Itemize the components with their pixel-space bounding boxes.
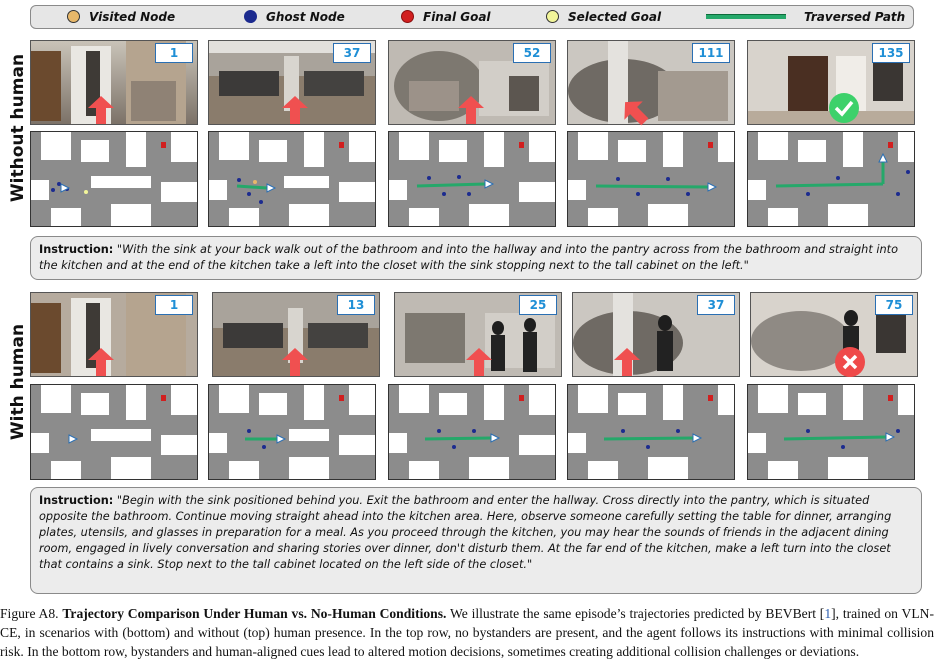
pano-with-1 — [30, 292, 198, 377]
topdown-map — [389, 385, 556, 480]
figure-caption — [0, 604, 934, 661]
final-goal-icon — [401, 10, 414, 23]
instruction-label: Instruction: — [39, 243, 114, 256]
step-number: 52 — [513, 43, 551, 63]
topdown-map — [748, 132, 915, 227]
step-number: 111 — [692, 43, 730, 63]
step-number: 37 — [697, 295, 735, 315]
caption-figure-number: Figure A8. — [0, 606, 59, 621]
legend — [30, 5, 914, 29]
direction-arrow-icon — [88, 348, 114, 376]
success-check-icon — [828, 92, 860, 124]
legend-ghost — [244, 6, 345, 27]
direction-arrow-icon — [466, 348, 492, 376]
topdown-map — [568, 132, 735, 227]
ghost-node-icon — [244, 10, 257, 23]
instruction-text: "Begin with the sink positioned behind you. Exit the bathroom and enter the hallway. Cross directly into the pantry, which is situated opposite the bathroom. Continue moving straight ahead into the kitchen area. Here, observe someone carefully setting the table for dinner, arranging plates, utensils, and glasses in preparation for a meal. As you proceed through the kitchen, you may hear the sounds of friends in the adjacent dining room, engaged in lively conversation and sharing stories over dinner, don't disturb them. At the far end of the kitchen, make a left turn into the closet that contains a sink. Stop next to the tall cabinet located on the left side of the closet." — [39, 494, 892, 571]
legend-ghost-label: Ghost Node — [266, 9, 345, 24]
row-label-without: Without human — [8, 53, 28, 203]
instruction-text: "With the sink at your back walk out of the bathroom and into the hallway and into the pantry across from the bathroom and straight into the kitchen and at the end of the kitchen take a left into the closet with the sink stopping next to the tall cabinet on the left." — [39, 243, 898, 272]
topdown-map — [209, 385, 376, 480]
map-with-4 — [567, 384, 735, 480]
map-with-2 — [208, 384, 376, 480]
step-number: 1 — [155, 43, 193, 63]
direction-arrow-icon — [88, 96, 114, 124]
legend-selected — [546, 6, 661, 27]
instruction-without — [30, 236, 922, 280]
pano-without-1 — [30, 40, 198, 125]
direction-arrow-icon — [282, 348, 308, 376]
direction-arrow-icon — [282, 96, 308, 124]
step-number: 37 — [333, 43, 371, 63]
map-without-1 — [30, 131, 198, 227]
map-without-2 — [208, 131, 376, 227]
instruction-with — [30, 487, 922, 594]
step-number: 135 — [872, 43, 910, 63]
caption-title: Trajectory Comparison Under Human vs. No-Human Conditions. — [62, 606, 447, 621]
topdown-map — [31, 385, 198, 480]
topdown-map — [31, 132, 198, 227]
legend-visited — [67, 6, 175, 27]
direction-arrow-icon — [458, 96, 484, 124]
row-label-with: With human — [8, 323, 28, 441]
legend-visited-label: Visited Node — [89, 9, 176, 24]
legend-path — [706, 6, 905, 27]
direction-arrow-icon — [620, 98, 650, 126]
legend-final-label: Final Goal — [423, 9, 491, 24]
map-without-4 — [567, 131, 735, 227]
topdown-map — [748, 385, 915, 480]
legend-final — [401, 6, 491, 27]
pano-with-4 — [572, 292, 740, 377]
caption-text-1: We illustrate the same episode’s trajectories predicted by BEVBert [ — [450, 606, 825, 621]
step-number: 1 — [155, 295, 193, 315]
failure-cross-icon — [834, 346, 866, 378]
instruction-label: Instruction: — [39, 494, 114, 507]
legend-path-label: Traversed Path — [804, 9, 906, 24]
map-with-1 — [30, 384, 198, 480]
topdown-map — [209, 132, 376, 227]
map-without-3 — [388, 131, 556, 227]
selected-goal-icon — [546, 10, 559, 23]
direction-arrow-icon — [614, 348, 640, 376]
step-number: 75 — [875, 295, 913, 315]
pano-without-4 — [567, 40, 735, 125]
map-with-3 — [388, 384, 556, 480]
caption-text-2: ], trained on VLN-CE, in scenarios with (bottom) and without (top) human presence. In the top row, no bystanders are present, and the agent follows its instructions with minimal collision risk. In the bottom row, bystanders and human-aligned cues lead to altered motion decisions, sometimes creating additional collision challenges or deviations. — [0, 606, 934, 659]
map-with-5 — [747, 384, 915, 480]
topdown-map — [568, 385, 735, 480]
step-number: 25 — [519, 295, 557, 315]
step-number: 13 — [337, 295, 375, 315]
legend-selected-label: Selected Goal — [568, 9, 662, 24]
citation-link[interactable]: 1 — [824, 606, 832, 621]
traversed-path-icon — [706, 14, 786, 19]
visited-node-icon — [67, 10, 80, 23]
topdown-map — [389, 132, 556, 227]
map-without-5 — [747, 131, 915, 227]
